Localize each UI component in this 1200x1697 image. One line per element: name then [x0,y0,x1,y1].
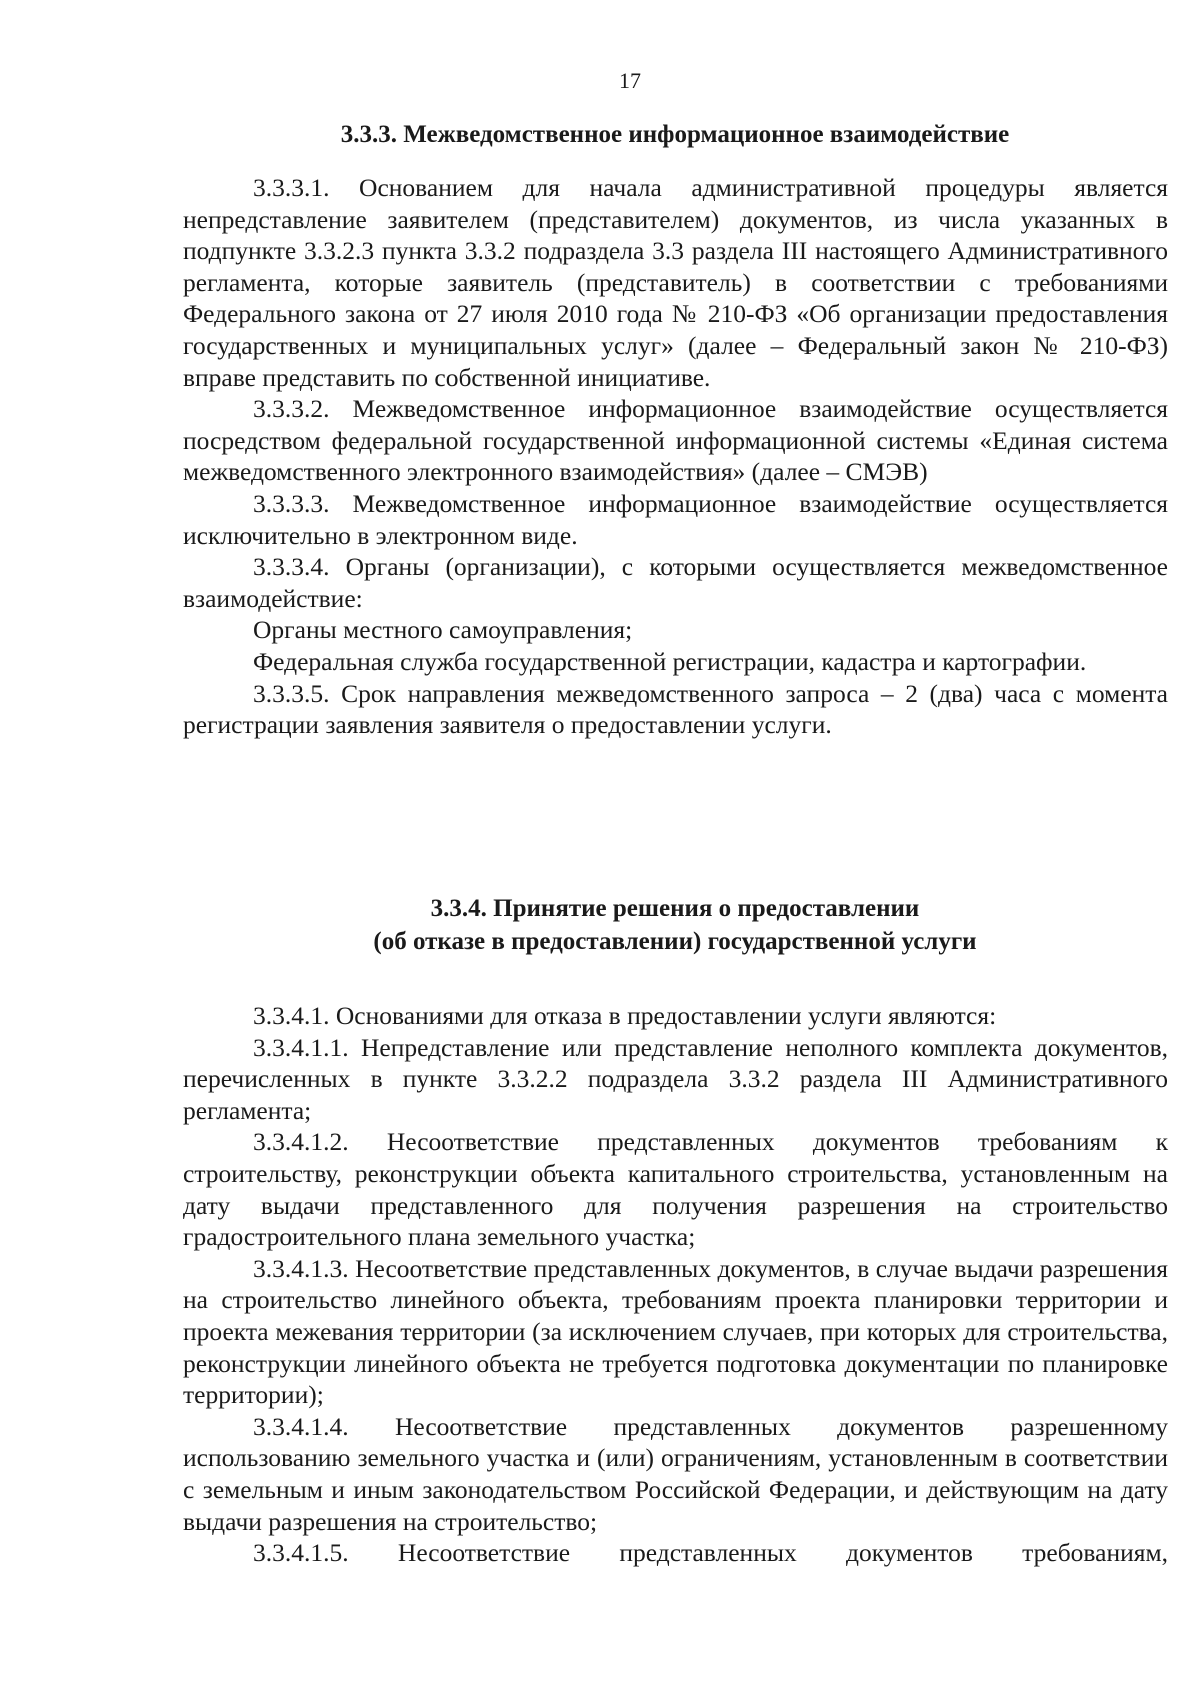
section-body-3-3-3 [183,172,1168,741]
paragraph-3-3-3-4: 3.3.3.4. Органы (организации), с которыми осуществляется межведомственное взаимодействие: [183,552,1168,613]
paragraph-3-3-4-1-1: 3.3.4.1.1. Непредставление или представление неполного комплекта документов, перечисленных в пункте 3.3.2.2 подраздела 3.3.2 раздела III Административного регламента; [183,1032,1168,1125]
paragraph-3-3-4-1-4: 3.3.4.1.4. Несоответствие представленных документов разрешенному использованию земельного участка и (или) ограничениям, установленным в соответствии с земельным и иным законодательством Российской Федерации, и действующим на дату выдачи разрешения на строительство; [183,1411,1168,1536]
paragraph-3-3-4-1: 3.3.4.1. Основаниями для отказа в предоставлении услуги являются: [253,1001,997,1030]
paragraph-local-authorities: Органы местного самоуправления; [253,615,633,645]
paragraph-3-3-3-2: 3.3.3.2. Межведомственное информационное взаимодействие осуществляется посредством федеральной государственной информационной системы «Единая система межведомственного электронного взаимодействия» (далее – СМЭВ) [183,394,1168,487]
page-number: 17 [619,68,641,93]
paragraph-3-3-3-1: 3.3.3.1. Основанием для начала административной процедуры является непредставление заявителем (представителем) документов, из числа указанных в подпункте 3.3.2.3 пункта 3.3.2 подраздела 3.3 раздела III настоящего Административного регламента, которые заявитель (представитель) в соответствии с требованиями Федерального закона от 27 июля 2010 года № 210-ФЗ «Об организации предоставления государственных и муниципальных услуг» (далее – Федеральный закон № 210-ФЗ) вправе представить по собственной инициативе. [183,173,1168,392]
paragraph-3-3-4-1-2: 3.3.4.1.2. Несоответствие представленных документов требованиям к строительству, реконструкции объекта капитального строительства, установленным на дату выдачи представленного для получения разрешения на строительство градостроительного плана земельного участка; [183,1127,1168,1252]
section-heading-3-3-4-line1: 3.3.4. Принятие решения о предоставлении [430,895,920,922]
paragraph-3-3-3-3: 3.3.3.3. Межведомственное информационное взаимодействие осуществляется исключительно в электронном виде. [183,488,1168,550]
section-body-3-3-4 [183,1000,1168,1569]
paragraph-3-3-4-1-3: 3.3.4.1.3. Несоответствие представленных документов, в случае выдачи разрешения на строительство линейного объекта, требованиям проекта планировки территории и проекта межевания территории (за исключением случаев, при которых для строительства, реконструкции линейного объекта не требуется подготовка документации по планировке территории); [183,1253,1168,1410]
section-heading-3-3-4 [180,892,1170,958]
paragraph-3-3-3-5: 3.3.3.5. Срок направления межведомственного запроса – 2 (два) часа с момента регистрации заявления заявителя о предоставлении услуги. [183,678,1168,740]
paragraph-3-3-4-1-5: 3.3.4.1.5. Несоответствие представленных документов требованиям, [253,1538,1168,1568]
paragraph-federal-service: Федеральная служба государственной регистрации, кадастра и картографии. [253,646,1087,676]
section-heading-3-3-4-line2: (об отказе в предоставлении) государственной услуги [373,928,977,955]
section-heading-3-3-3: 3.3.3. Межведомственное информационное взаимодействие [340,121,1010,148]
